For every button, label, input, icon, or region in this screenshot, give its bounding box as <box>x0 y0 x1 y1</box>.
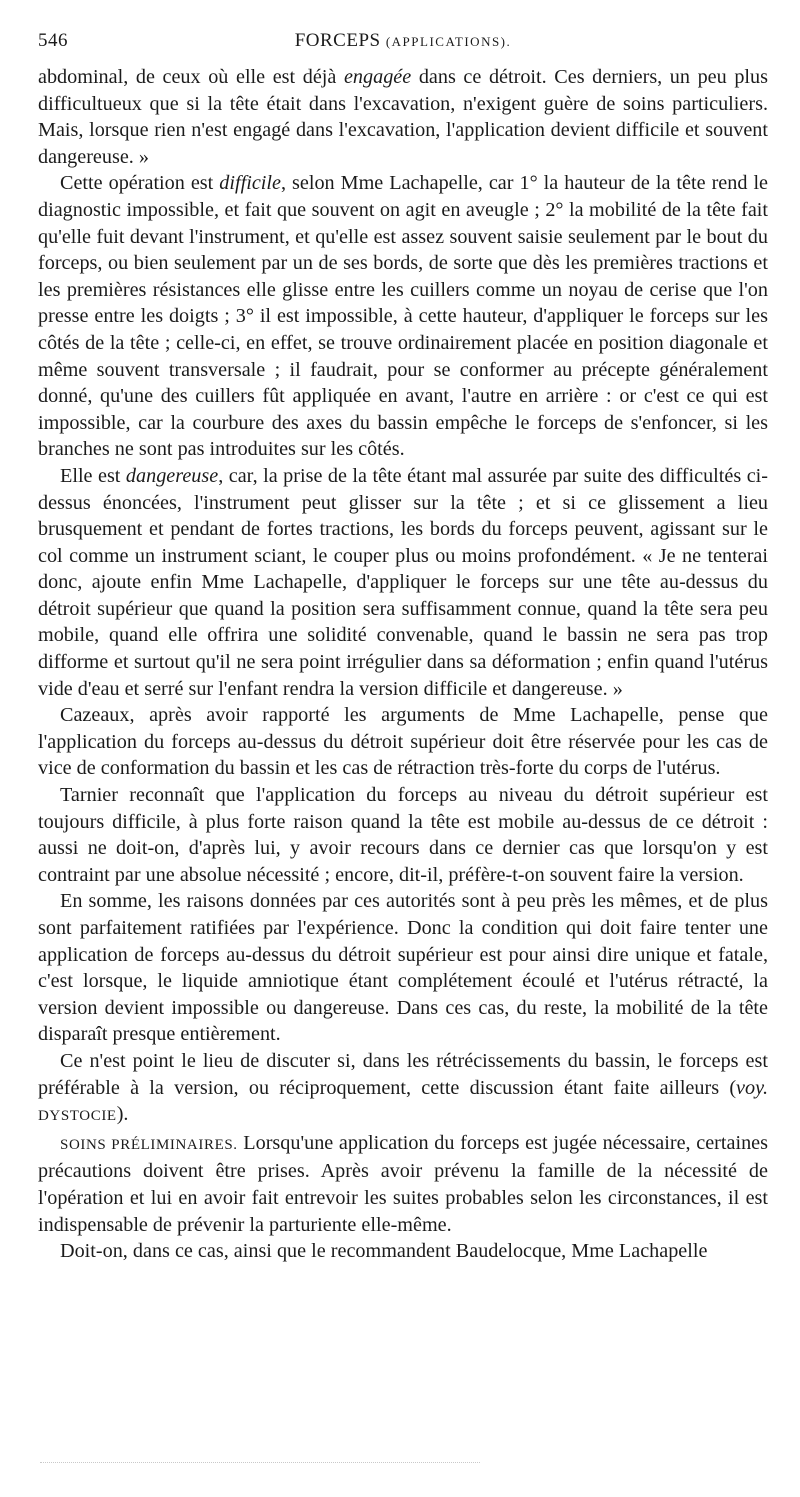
italic-text: difficile <box>219 172 281 195</box>
text-run: Cette opération est <box>60 172 220 195</box>
paragraph <box>38 170 768 463</box>
paragraph <box>38 1238 768 1265</box>
text-run: , car, la prise de la tête étant mal assurée par suite des difficultés ci-dessus énoncées, l'instrument peut glisser sur la tête ; et si ce glissement a lieu brusquement et pendant de fortes tractions, les bords du forceps peuvent, agissant sur le col comme un instrument sciant, le couper plus ou moins profondément. « Je ne tenterai donc, ajoute enfin Mme Lachapelle, d'appliquer le forceps sur une tête au-dessus du détroit supérieur que quand la position sera suffisamment connue, quand la tête sera peu mobile, quand elle offrira une solidité convenable, quand le bassin ne sera pas trop difforme et surtout qu'il ne sera point irrégulier dans sa déformation ; enfin quand l'utérus vide d'eau et serré sur l'enfant rendra la version difficile et dangereuse. » <box>38 464 768 700</box>
text-run: Cazeaux, après avoir rapporté les arguments de Mme Lachapelle, pense que l'application du forceps au-dessus du détroit supérieur doit être réservée pour les cas de vice de conformation du bassin et les cas de rétraction très-forte du corps de l'utérus. <box>38 704 768 780</box>
running-title-main: FORCEPS <box>294 30 381 51</box>
text-run: Lorsqu'une application du forceps est jugée nécessaire, certaines précautions doivent être prises. Après avoir prévenu la famille de la nécessité de l'opération et lui en avoir fait entrevoir les suites probables selon les circonstances, il est indispensable de prévenir la parturiente elle-même. <box>38 1131 768 1236</box>
paragraph <box>38 1048 768 1130</box>
running-title-sub: (APPLICATIONS). <box>385 34 512 49</box>
italic-text: engagée <box>343 66 412 88</box>
small-caps-text: DYSTOCIE <box>38 1108 117 1125</box>
bottom-print-specks <box>40 1462 480 1467</box>
running-title <box>38 30 768 52</box>
paragraph <box>38 888 768 1048</box>
text-run: abdominal, de ceux où elle est déjà <box>38 66 344 88</box>
paragraph <box>38 702 768 782</box>
text-run: , selon Mme Lachapelle, car 1° la hauteur de la tête rend le diagnostic impossible, et fait que souvent on agit en aveugle ; 2° la mobilité de la tête fait qu'elle fuit devant l'instrument, et qu'elle est assez souvent saisie seulement par le bout du forceps, ou bien seulement par un de ses bords, de sorte que dès les premières tractions et les premières résistances elle glisse entre les cuillers comme un noyau de cerise que l'on presse entre les doigts ; 3° il est impossible, à cette hauteur, d'appliquer le forceps sur les côtés de la tête ; celle-ci, en effet, se trouve ordinairement placée en position diagonale et même souvent transversale ; il faudrait, pour se conformer au précepte généralement donné, qu'une des cuillers fût appliquée en avant, l'autre en arrière : or c'est ce qui est impossible, car la courbure des axes du bassin empêche le forceps de s'enfoncer, si les branches ne sont pas introduites sur les côtés. <box>38 172 769 461</box>
italic-text: voy. <box>736 1076 768 1099</box>
text-run: En somme, les raisons données par ces autorités sont à peu près les mêmes, et de plus sont parfaitement ratifiées par l'expérience. Donc la condition qui doit faire tenter une application de forceps au-dessus du détroit supérieur est pour ainsi dire unique et fatale, c'est lorsque, le liquide amniotique étant complétement écoulé et l'utérus rétracté, la version devient impossible ou dangereuse. Dans ces cas, du reste, la mobilité de la tête disparaît presque entièrement. <box>38 890 768 1046</box>
paragraph <box>38 64 768 170</box>
text-run: Ce n'est point le lieu de discuter si, dans les rétrécissements du bassin, le forceps est préférable à la version, ou réciproquement, cette discussion étant faite ailleurs ( <box>38 1049 768 1099</box>
body-text <box>38 64 768 1265</box>
text-run: dans ce détroit. Ces derniers, un peu plus difficultueux que si la tête était dans l'excavation, n'exigent guère de soins particuliers. Mais, lorsque rien n'est engagé dans l'excavation, l'application devient difficile et souvent dangereuse. » <box>38 66 768 168</box>
paragraph <box>38 463 768 702</box>
text-run: ). <box>116 1103 129 1126</box>
text-run: Elle est <box>60 464 126 487</box>
text-run: Tarnier reconnaît que l'application du forceps au niveau du détroit supérieur est toujours difficile, à plus forte raison quand la tête est mobile au-dessus de ce détroit : aussi ne doit-on, d'après lui, y avoir recours dans ce dernier cas que lorsqu'on y est contraint par une absolue nécessité ; encore, dit-il, préfère-t-on souvent faire la version. <box>38 784 768 886</box>
paragraph <box>38 1130 768 1238</box>
small-caps-text: SOINS PRÉLIMINAIRES. <box>60 1136 238 1153</box>
page-number: 546 <box>38 30 68 51</box>
running-head <box>38 30 768 60</box>
italic-text: dangereuse <box>125 464 219 487</box>
paragraph <box>38 782 768 888</box>
text-run: Doit-on, dans ce cas, ainsi que le recommandent Baudelocque, Mme Lachapelle <box>60 1240 708 1263</box>
book-page <box>38 30 768 1265</box>
